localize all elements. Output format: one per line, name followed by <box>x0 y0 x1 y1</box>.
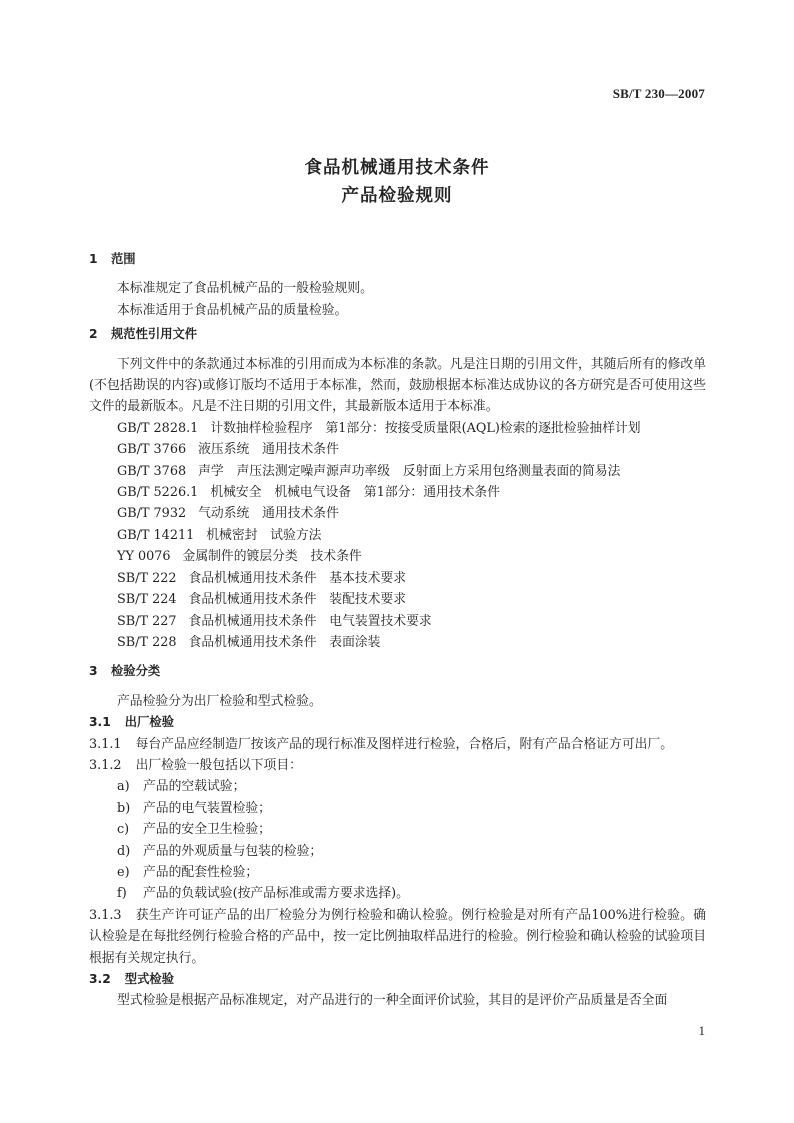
paragraph: 型式检验是根据产品标准规定，对产品进行的一种全面评价试验，其目的是评价产品质量是否全面 <box>117 993 668 1009</box>
list-text: 产品的电气装置检验； <box>143 800 271 816</box>
document-title: 食品机械通用技术条件 <box>304 158 490 178</box>
reference-code: GB/T 2828.1 <box>117 420 199 436</box>
reference-code: SB/T 224 <box>117 592 177 608</box>
subsection-title: 出厂检验 <box>124 715 174 730</box>
reference-title: 食品机械通用技术条件 表面涂装 <box>188 634 381 650</box>
list-label: e) <box>117 864 130 880</box>
reference-code: GB/T 3766 <box>117 442 187 458</box>
reference-code: GB/T 14211 <box>117 527 195 543</box>
subsection-heading <box>89 969 706 990</box>
reference-code: SB/T 227 <box>117 613 177 629</box>
reference-item <box>89 568 706 589</box>
reference-title: 金属制件的镀层分类 技术条件 <box>182 549 362 565</box>
clause-text: 获生产许可证产品的出厂检验分为例行检验和确认检验。例行检验是对所有产品100%进行检验。确认检验是在每批经例行检验合格的产品中，按一定比例抽取样品进行的检验。例行检验和确认检验的试验项目根据有关规定执行。 <box>89 907 706 966</box>
reference-item <box>89 418 706 439</box>
reference-code: GB/T 5226.1 <box>117 485 199 501</box>
list-text: 产品的配套性检验； <box>143 864 259 880</box>
reference-code: SB/T 222 <box>117 570 177 586</box>
list-item <box>89 776 706 797</box>
document-body <box>89 249 706 1012</box>
reference-title: 计数抽样检验程序 第1部分：按接受质量限(AQL)检索的逐批检验抽样计划 <box>210 420 641 436</box>
clause-text: 每台产品应经制造厂按该产品的现行标准及图样进行检验，合格后，附有产品合格证方可出厂。 <box>135 736 674 752</box>
reference-item <box>89 461 706 482</box>
section-title: 范围 <box>111 252 136 266</box>
document-subtitle: 产品检验规则 <box>341 186 453 206</box>
section-number: 1 <box>89 252 98 266</box>
list-item <box>89 862 706 883</box>
list-item <box>89 841 706 862</box>
clause-3-1-3 <box>89 905 706 969</box>
reference-item <box>89 525 706 546</box>
reference-item <box>89 589 706 610</box>
reference-code: GB/T 3768 <box>117 463 187 479</box>
clause-3-1-2 <box>89 755 706 776</box>
reference-title: 食品机械通用技术条件 电气装置技术要求 <box>188 613 432 629</box>
reference-item <box>89 632 706 653</box>
list-label: f) <box>117 886 127 902</box>
list-text: 产品的负载试验(按产品标准或需方要求选择)。 <box>143 886 409 902</box>
page-number: 1 <box>698 1023 705 1038</box>
reference-item <box>89 546 706 567</box>
section-heading-1 <box>89 249 706 270</box>
list-item <box>89 819 706 840</box>
clause-number: 3.1.1 <box>89 736 122 752</box>
reference-title: 气动系统 通用技术条件 <box>198 506 339 522</box>
section-title: 检验分类 <box>111 664 161 679</box>
paragraph: 本标准适用于食品机械产品的质量检验。 <box>117 302 348 318</box>
reference-code: GB/T 7932 <box>117 506 187 522</box>
list-label: c) <box>117 822 130 838</box>
paragraph: 本标准规定了食品机械产品的一般检验规则。 <box>117 281 373 297</box>
standard-code: SB/T 230—2007 <box>612 86 705 101</box>
clause-number: 3.1.3 <box>89 907 122 923</box>
reference-item <box>89 611 706 632</box>
reference-code: SB/T 228 <box>117 634 177 650</box>
reference-title: 机械密封 试验方法 <box>206 527 322 543</box>
reference-item <box>89 439 706 460</box>
reference-title: 机械安全 机械电气设备 第1部分：通用技术条件 <box>210 485 501 501</box>
list-item <box>89 883 706 904</box>
list-text: 产品的外观质量与包装的检验； <box>143 843 323 859</box>
paragraph: 产品检验分为出厂检验和型式检验。 <box>117 693 322 709</box>
reference-code: YY 0076 <box>117 549 171 565</box>
reference-item <box>89 482 706 503</box>
list-item <box>89 798 706 819</box>
reference-title: 液压系统 通用技术条件 <box>198 442 339 458</box>
clause-number: 3.1.2 <box>89 757 122 773</box>
section-heading-3 <box>89 661 706 682</box>
clause-3-1-1 <box>89 734 706 755</box>
clause-text: 出厂检验一般包括以下项目： <box>135 757 302 773</box>
list-label: b) <box>117 800 131 816</box>
section-number: 3 <box>89 664 98 679</box>
subsection-number: 3.2 <box>89 972 111 986</box>
subsection-heading <box>89 712 706 733</box>
list-label: d) <box>117 843 131 859</box>
section-number: 2 <box>89 327 98 342</box>
reference-item <box>89 503 706 524</box>
subsection-number: 3.1 <box>89 715 111 730</box>
section-heading-2 <box>89 324 706 345</box>
list-text: 产品的空载试验； <box>143 779 246 795</box>
subsection-title: 型式检验 <box>124 972 174 986</box>
section-title: 规范性引用文件 <box>111 327 198 342</box>
reference-title: 声学 声压法测定噪声源声功率级 反射面上方采用包络测量表面的简易法 <box>198 463 621 479</box>
reference-title: 食品机械通用技术条件 基本技术要求 <box>188 570 407 586</box>
list-label: a) <box>117 779 130 795</box>
list-text: 产品的安全卫生检验； <box>143 822 271 838</box>
paragraph: 下列文件中的条款通过本标准的引用而成为本标准的条款。凡是注日期的引用文件，其随后所有的修改单(不包括勘误的内容)或修订版均不适用于本标准，然而，鼓励根据本标准达成协议的各方研究是否可使用这些文件的最新版本。凡是不注日期的引用文件，其最新版本适用于本标准。 <box>89 356 706 415</box>
reference-title: 食品机械通用技术条件 装配技术要求 <box>188 592 407 608</box>
